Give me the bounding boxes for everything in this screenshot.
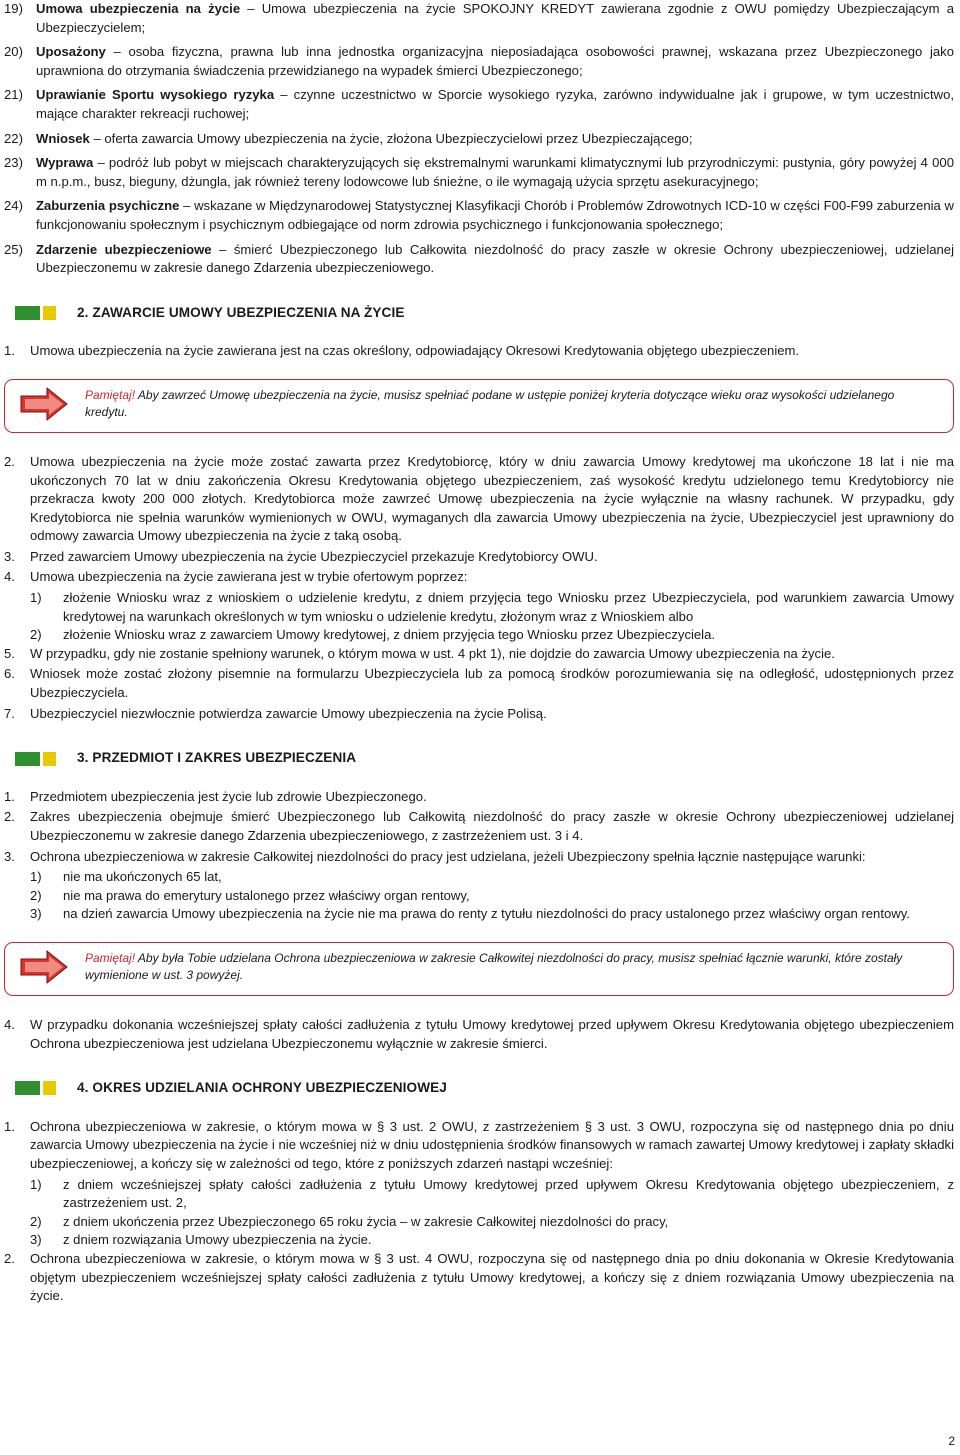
green-marker-icon bbox=[15, 752, 40, 766]
reminder-note: Pamiętaj! Aby zawrzeć Umowę ubezpieczenia na życie, musisz spełniać podane w ustępie poniżej kryteria dotyczące wieku oraz wysokości udzielanego kredytu. bbox=[4, 379, 954, 433]
sublist-item bbox=[4, 1176, 954, 1213]
item-number: 1) bbox=[30, 869, 42, 885]
item-number: 5. bbox=[4, 645, 15, 661]
red-arrow-icon bbox=[19, 386, 69, 422]
definition-term: Uposażony bbox=[36, 44, 106, 60]
item-text: z dniem wcześniejszej spłaty całości zadłużenia z tytułu Umowy kredytowej przed upływem Okresu Kredytowania objętego ubezpieczeniem, z zastrzeżeniem ust. 2, bbox=[63, 1176, 954, 1211]
item-number: 4. bbox=[4, 569, 15, 585]
definition-item bbox=[4, 154, 954, 191]
item-number: 22) bbox=[4, 130, 23, 146]
page-number: 2 bbox=[948, 1434, 955, 1449]
definition-body: – Umowa ubezpieczenia na życie SPOKOJNY KREDYT zawierana zgodnie z OWU pomiędzy Ubezpieczającym a Ubezpieczycielem; bbox=[36, 1, 954, 35]
definition-text bbox=[36, 241, 954, 278]
section-4-sublist bbox=[4, 1176, 954, 1250]
item-text: z dniem ukończenia przez Ubezpieczonego 65 roku życia – w zakresie Całkowitej niezdolności do pracy, bbox=[63, 1213, 669, 1229]
item-number: 3. bbox=[4, 548, 15, 564]
definition-text bbox=[36, 86, 954, 123]
definition-body: – śmierć Ubezpieczonego lub Całkowita niezdolność do pracy zaszłe w okresie Ochrony ubezpieczeniowej, udzielanej Ubezpieczonemu w zakresie danego Zdarzenia ubezpieczeniowego. bbox=[36, 241, 955, 276]
item-text: Ochrona ubezpieczeniowa w zakresie Całkowitej niezdolności do pracy jest udzielana, jeżeli Ubezpieczony spełnia łącznie następujące warunki: bbox=[30, 848, 866, 864]
list-item bbox=[4, 453, 954, 546]
definition-text bbox=[36, 43, 954, 80]
definition-term: Umowa ubezpieczenia na życie bbox=[36, 1, 241, 16]
list-item bbox=[4, 705, 954, 724]
definition-text bbox=[36, 197, 954, 234]
definition-body: – wskazane w Międzynarodowej Statystycznej Klasyfikacji Chorób i Problemów Zdrowotnych ICD-10 w części F00-F99 zaburzenia w funkcjonowaniu społecznym i psychicznym odbiegające od norm zdrowia psychicznego i funkcjonowania społecznego; bbox=[36, 198, 954, 232]
item-number: 2) bbox=[30, 887, 42, 903]
item-number: 1) bbox=[30, 590, 42, 606]
definition-item bbox=[4, 197, 954, 234]
item-text: W przypadku, gdy nie zostanie spełniony warunek, o którym mowa w ust. 4 pkt 1), nie dojdzie do zawarcia Umowy ubezpieczenia na życie. bbox=[30, 645, 835, 661]
list-item bbox=[4, 808, 954, 845]
item-text: Umowa ubezpieczenia na życie zawierana jest w trybie ofertowym poprzez: bbox=[30, 569, 468, 585]
list-item: 4. W przypadku dokonania wcześniejszej spłaty całości zadłużenia z tytułu Umowy kredytowej przed upływem Okresu Kredytowania objętego ubezpieczeniem Ochrona ubezpieczeniowa jest udzielana Ubezpieczonemu wyłącznie w zakresie śmierci. bbox=[4, 1016, 954, 1051]
list-item bbox=[4, 645, 954, 664]
item-text: Umowa ubezpieczenia na życie może zostać zawarta przez Kredytobiorcę, który w dniu zawarcia Umowy kredytowej ma ukończone 18 lat i nie ma ukończonych 70 lat w dniu zakończenia Okresu Kredytowania objętego ubezpieczeniem, zaś wysokość kredytu udzielonego temu Kredytobiorcy nie przekracza kwoty 200 000 złotych. Kredytobiorca może zawrzeć Umowę ubezpieczenia na życie wyłącznie na własny rachunek. W przypadku, gdy Kredytobiorca nie spełnia warunków wymienionych w OWU, wymaganych dla zawarcia Umowy ubezpieczenia na życie, Ubezpieczyciel jest uprawniony do odmowy zawarcia Umowy ubezpieczenia na życie z taką osobą. bbox=[30, 453, 954, 544]
item-text: nie ma prawa do emerytury ustalonego przez właściwy organ rentowy, bbox=[63, 887, 470, 903]
definitions-list bbox=[4, 0, 954, 278]
definition-term: Zdarzenie ubezpieczeniowe bbox=[36, 241, 212, 257]
item-text: Przedmiotem ubezpieczenia jest życie lub zdrowie Ubezpieczonego. bbox=[30, 788, 427, 804]
item-number: 7. bbox=[4, 705, 15, 721]
section-2-sublist bbox=[4, 589, 954, 645]
section-2-list-continued bbox=[4, 645, 954, 723]
item-number: 24) bbox=[4, 198, 23, 214]
item-number: 2) bbox=[30, 627, 42, 643]
list-item bbox=[4, 848, 954, 867]
definition-term: Uprawianie Sportu wysokiego ryzyka bbox=[36, 87, 275, 103]
item-number: 2. bbox=[4, 809, 15, 825]
item-number: 3) bbox=[30, 906, 42, 922]
item-number: 23) bbox=[4, 155, 23, 171]
item-text: Wniosek może zostać złożony pisemnie na formularzu Ubezpieczyciela lub za pomocą środków porozumiewania się na odległość, udostępnionych przez Ubezpieczyciela. bbox=[30, 666, 954, 701]
sublist-item bbox=[4, 1231, 954, 1250]
definition-body: – osoba fizyczna, prawna lub inna jednostka organizacyjna nieposiadająca osobowości prawnej, wskazana przez Ubezpieczonego jako uprawniona do otrzymania świadczenia przewidzianego na wypadek śmierci Ubezpieczonego; bbox=[36, 44, 954, 78]
sublist-item bbox=[4, 887, 954, 906]
item-text: Przed zawarciem Umowy ubezpieczenia na życie Ubezpieczyciel przekazuje Kredytobiorcy OWU. bbox=[30, 548, 598, 564]
item-number: 2. bbox=[4, 453, 15, 469]
item-number: 20) bbox=[4, 44, 23, 60]
definition-text bbox=[36, 0, 954, 37]
section-3-list bbox=[4, 788, 954, 866]
item-text: nie ma ukończonych 65 lat, bbox=[63, 869, 222, 885]
item-number: 25) bbox=[4, 241, 23, 257]
item-number: 2) bbox=[30, 1213, 42, 1229]
sublist-item bbox=[4, 868, 954, 887]
list-item bbox=[4, 665, 954, 702]
definition-item bbox=[4, 241, 954, 278]
sublist-item bbox=[4, 626, 954, 645]
section-2-list bbox=[4, 453, 954, 587]
definition-term: Zaburzenia psychiczne bbox=[36, 198, 180, 214]
section-3-heading: 3. PRZEDMIOT I ZAKRES UBEZPIECZENIA bbox=[15, 749, 954, 768]
definition-item bbox=[4, 0, 954, 37]
item-text: złożenie Wniosku wraz z wnioskiem o udzielenie kredytu, z dniem przyjęcia tego Wniosku przez Ubezpieczyciela, pod warunkiem zawarcia Umowy kredytowej na warunkach określonych w tym wniosku o udzielenie kredytu, złożonym wraz z Wnioskiem albo bbox=[63, 590, 954, 624]
section-4-heading: 4. OKRES UDZIELANIA OCHRONY UBEZPIECZENIOWEJ bbox=[15, 1079, 954, 1098]
definition-term: Wniosek bbox=[36, 130, 90, 146]
definition-body: – podróż lub pobyt w miejscach charakteryzujących się ekstremalnymi warunkami klimatycznymi lub przyrodniczymi: pustynia, góry powyżej 4 000 m n.p.m., busz, bieguny, dżungla, jak również tereny lodowcowe lub śnieżne, o ile wymagają użycia sprzętu asekuracyjnego; bbox=[36, 155, 954, 189]
item-number: 1. bbox=[4, 788, 15, 804]
yellow-marker-icon bbox=[43, 752, 56, 766]
list-item bbox=[4, 568, 954, 587]
list-item bbox=[4, 548, 954, 567]
list-item: 2. Ochrona ubezpieczeniowa w zakresie, o którym mowa w § 3 ust. 4 OWU, rozpoczyna się od następnego dnia po dniu dokonania w Okresie Kredytowania objętym ubezpieczeniem wcześniejszej spłaty całości zadłużenia z tytułu Umowy kredytowej, a kończy się z dniem rozwiązania Umowy ubezpieczenia na życie. bbox=[4, 1250, 954, 1304]
green-marker-icon bbox=[15, 306, 40, 320]
reminder-note: Pamiętaj! Aby była Tobie udzielana Ochrona ubezpieczeniowa w zakresie Całkowitej niezdolności do pracy, musisz spełniać łącznie warunki, które zostały wymienione w ust. 3 powyżej. bbox=[4, 942, 954, 996]
definition-item bbox=[4, 130, 954, 149]
item-number: 19) bbox=[4, 1, 23, 16]
definition-term: Wyprawa bbox=[36, 155, 94, 171]
definition-item bbox=[4, 86, 954, 123]
item-number: 1) bbox=[30, 1176, 42, 1192]
definition-body: – oferta zawarcia Umowy ubezpieczenia na życie, złożona Ubezpieczycielowi przez Ubezpieczającego; bbox=[89, 130, 693, 146]
item-number: 3. bbox=[4, 848, 15, 864]
item-text: Zakres ubezpieczenia obejmuje śmierć Ubezpieczonego lub Całkowitą niezdolność do pracy zaszłe w okresie Ochrony ubezpieczeniowej udzielanej Ubezpieczonemu w zakresie danego Zdarzenia ubezpieczeniowego, z zastrzeżeniem ust. 3 i 4. bbox=[30, 809, 954, 843]
item-text: na dzień zawarcia Umowy ubezpieczenia na życie nie ma prawa do renty z tytułu niezdolności do pracy ustalonego przez właściwy organ rentowy. bbox=[63, 906, 910, 922]
list-item: 1. Umowa ubezpieczenia na życie zawierana jest na czas określony, odpowiadający Okresowi Kredytowania objętego ubezpieczeniem. bbox=[4, 343, 800, 359]
item-number: 3) bbox=[30, 1232, 42, 1248]
list-item bbox=[4, 788, 954, 807]
sublist-item bbox=[4, 905, 954, 924]
yellow-marker-icon bbox=[43, 1081, 56, 1095]
item-number: 6. bbox=[4, 666, 15, 682]
definition-text bbox=[36, 154, 954, 191]
section-3-sublist bbox=[4, 868, 954, 924]
definition-text bbox=[36, 130, 954, 149]
item-text: Ubezpieczyciel niezwłocznie potwierdza zawarcie Umowy ubezpieczenia na życie Polisą. bbox=[30, 705, 547, 721]
definition-item bbox=[4, 43, 954, 80]
item-number: 21) bbox=[4, 87, 23, 103]
sublist-item bbox=[4, 1213, 954, 1232]
definition-body: – czynne uczestnictwo w Sporcie wysokiego ryzyka, zarówno indywidualne jak i grupowe, w tym uczestnictwo, mające charakter rekreacji ruchowej; bbox=[36, 87, 954, 121]
sublist-item bbox=[4, 589, 954, 626]
item-text: z dniem rozwiązania Umowy ubezpieczenia na życie. bbox=[63, 1232, 372, 1248]
red-arrow-icon bbox=[19, 949, 69, 985]
yellow-marker-icon bbox=[43, 306, 56, 320]
green-marker-icon bbox=[15, 1081, 40, 1095]
list-item: 1. Ochrona ubezpieczeniowa w zakresie, o którym mowa w § 3 ust. 2 OWU, z zastrzeżeniem § 3 ust. 3 OWU, rozpoczyna się od następnego dnia po dniu zawarcia Umowy ubezpieczenia na życie i nie wcześniej niż w dniu udostępnienia środków finansowych w ramach zawartej Umowy kredytowej i zapłaty składki ubezpieczeniowej, a kończy się w zależności od tego, które z poniższych zdarzeń nastąpi wcześniej: bbox=[4, 1118, 954, 1171]
section-2-heading: 2. ZAWARCIE UMOWY UBEZPIECZENIA NA ŻYCIE bbox=[15, 304, 954, 323]
item-text: złożenie Wniosku wraz z zawarciem Umowy kredytowej, z dniem przyjęcia tego Wniosku przez Ubezpieczyciela. bbox=[63, 627, 716, 643]
